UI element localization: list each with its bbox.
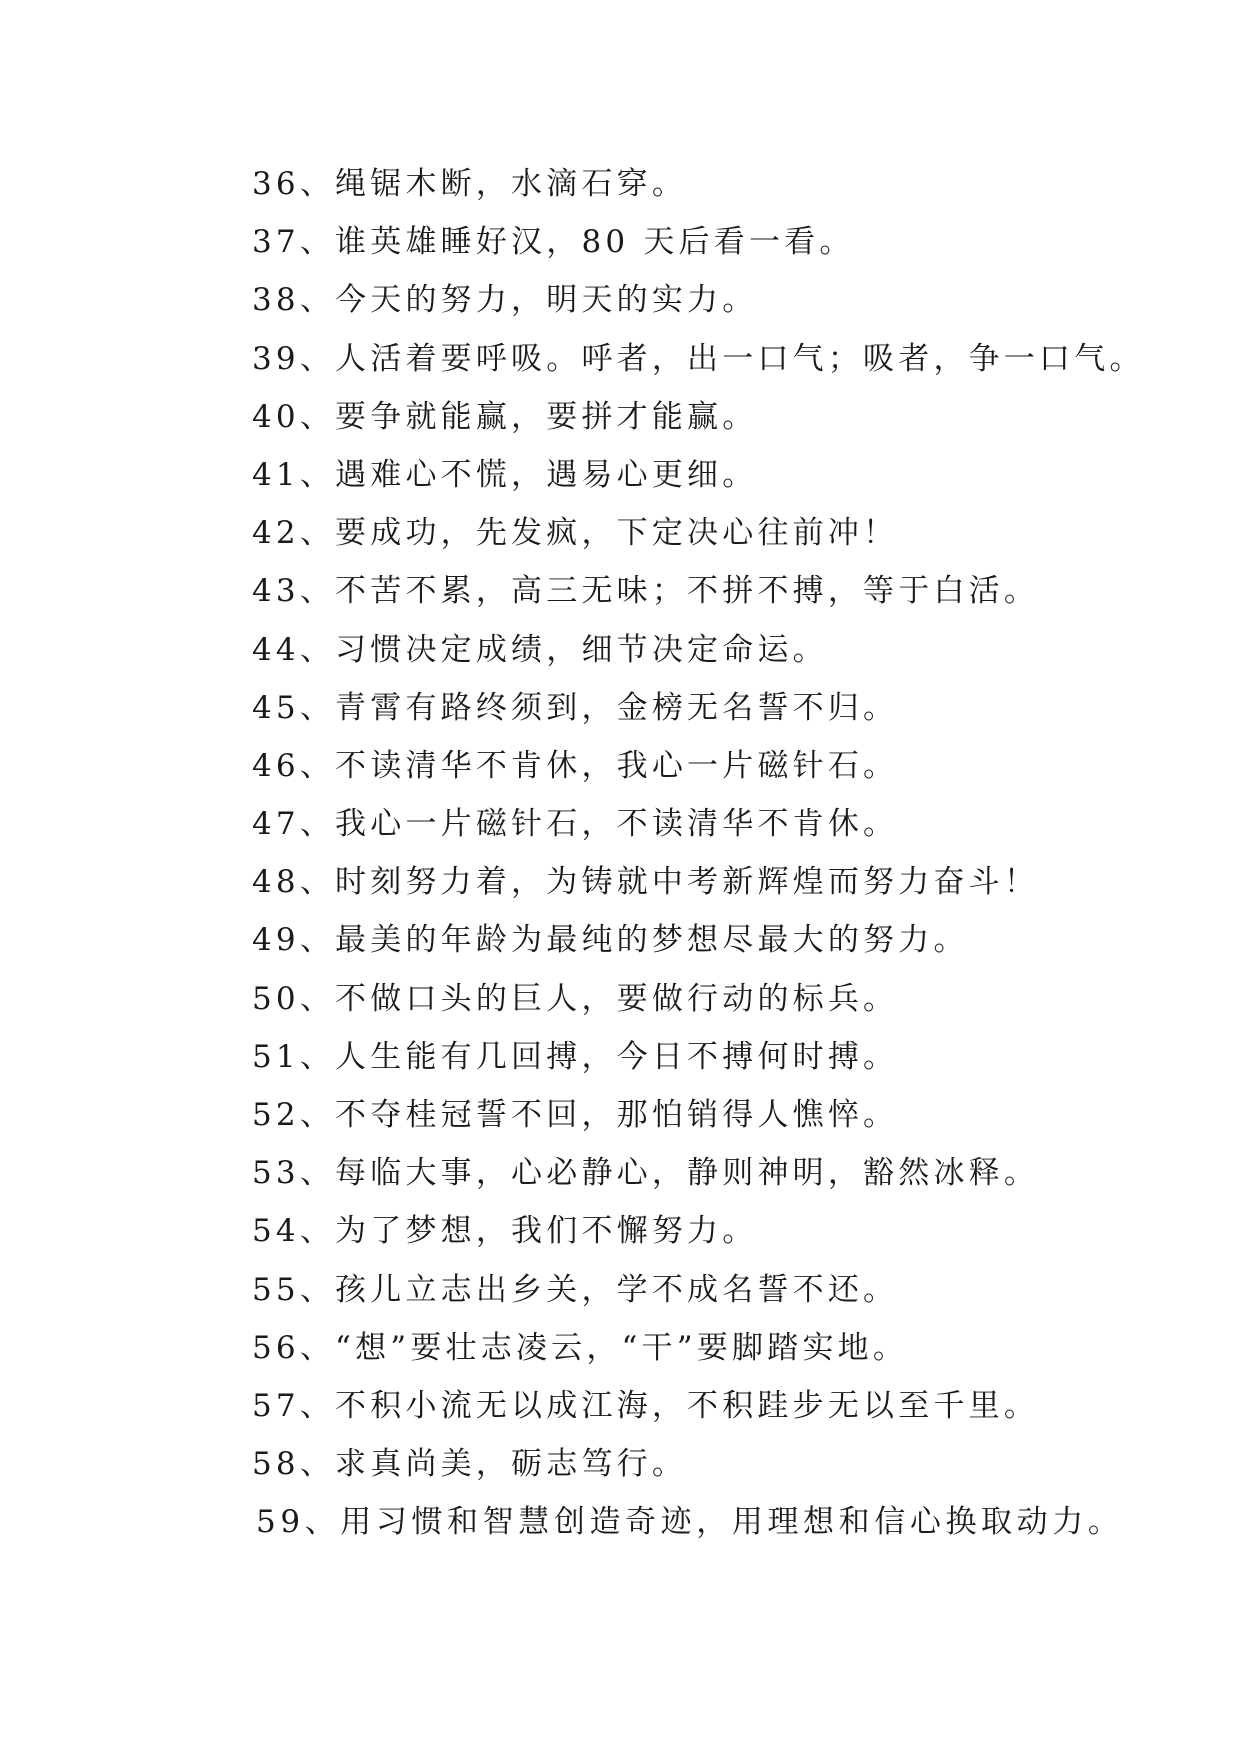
list-item: 47、我心一片磁针石，不读清华不肯休。	[252, 806, 899, 843]
list-item: 39、人活着要呼吸。呼者，出一口气；吸者，争一口气。	[252, 340, 1145, 377]
list-item: 38、今天的努力，明天的实力。	[252, 282, 758, 319]
list-item: 56、“想”要壮志凌云，“干”要脚踏实地。	[252, 1329, 909, 1366]
list-item: 59、用习惯和智慧创造奇迹，用理想和信心换取动力。	[256, 1504, 1124, 1541]
list-item: 45、青霄有路终须到，金榜无名誓不归。	[252, 689, 899, 726]
list-item: 53、每临大事，心必静心，静则神明，豁然冰释。	[252, 1155, 1040, 1192]
list-item: 52、不夺桂冠誓不回，那怕销得人憔悴。	[252, 1097, 899, 1133]
list-item: 57、不积小流无以成江海，不积跬步无以至千里。	[252, 1387, 1040, 1424]
list-item: 44、习惯决定成绩，细节决定命运。	[252, 631, 828, 668]
list-item: 58、求真尚美，砺志笃行。	[252, 1446, 688, 1483]
list-item: 43、不苦不累，高三无味；不拼不搏，等于白活。	[252, 573, 1040, 610]
list-item: 46、不读清华不肯休，我心一片磁针石。	[252, 747, 899, 784]
list-item: 48、时刻努力着，为铸就中考新辉煌而努力奋斗！	[252, 864, 1040, 901]
list-item: 37、谁英雄睡好汉，80 天后看一看。	[252, 224, 855, 261]
list-item: 36、绳锯木断，水滴石穿。	[252, 166, 688, 202]
list-item: 40、要争就能赢，要拼才能赢。	[252, 398, 758, 435]
list-item: 50、不做口头的巨人，要做行动的标兵。	[252, 980, 899, 1017]
list-item: 51、人生能有几回搏，今日不搏何时搏。	[252, 1038, 899, 1075]
list-item: 42、要成功，先发疯，下定决心往前冲！	[252, 515, 899, 552]
quote-list	[252, 162, 1145, 1559]
list-item: 41、遇难心不慌，遇易心更细。	[252, 456, 758, 493]
list-item: 54、为了梦想，我们不懈努力。	[252, 1213, 758, 1250]
list-item: 49、最美的年龄为最纯的梦想尽最大的努力。	[252, 922, 969, 959]
list-item: 55、孩儿立志出乡关，学不成名誓不还。	[252, 1271, 899, 1308]
